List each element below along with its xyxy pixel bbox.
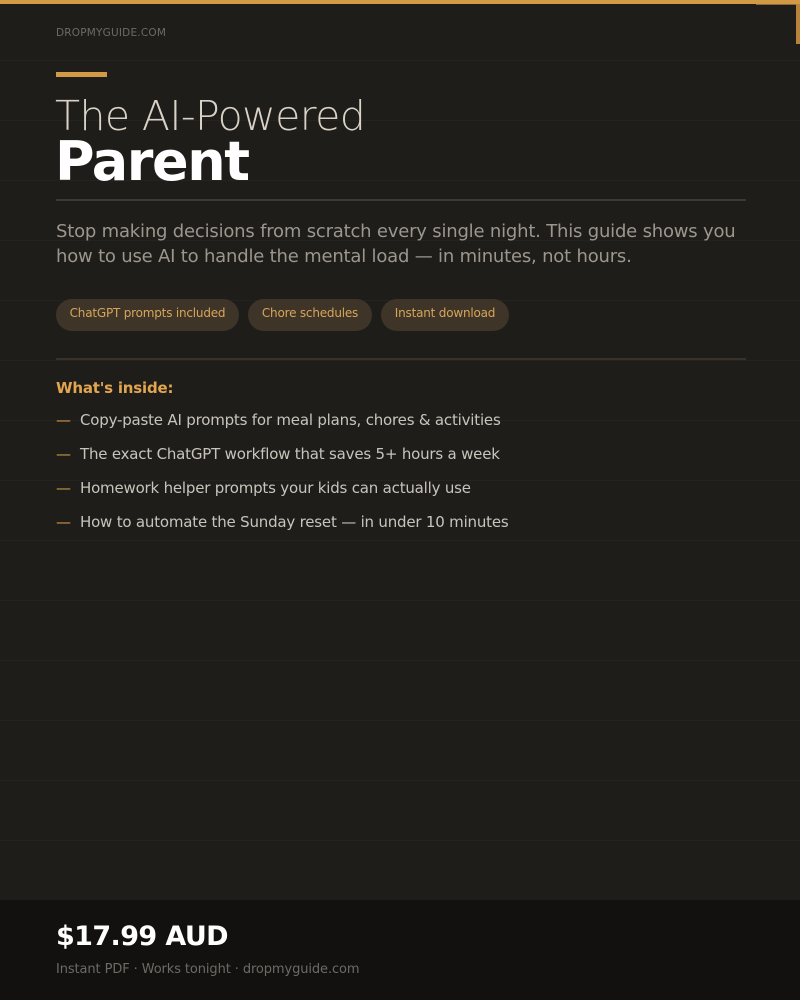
dash-bullet-icon: — <box>56 411 71 429</box>
price: $17.99 AUD <box>56 921 228 952</box>
title-line-2: Parent <box>55 130 249 193</box>
title-divider <box>56 199 746 201</box>
feature-text: The exact ChatGPT workflow that saves 5+ hours a week <box>80 445 500 463</box>
dash-bullet-icon: — <box>56 513 71 531</box>
whats-inside-heading: What's inside: <box>56 379 174 397</box>
feature-text: Homework helper prompts your kids can actually use <box>80 479 471 497</box>
section-divider <box>56 358 746 360</box>
feature-text: How to automate the Sunday reset — in under 10 minutes <box>80 513 509 531</box>
tag-instant-download: Instant download <box>381 299 509 331</box>
title-line-1: The AI-Powered <box>55 92 366 140</box>
site-name: DROPMYGUIDE.COM <box>56 27 167 39</box>
tag-chatgpt-prompts: ChatGPT prompts included <box>56 299 239 331</box>
footer-note: Instant PDF · Works tonight · dropmyguide.com <box>56 962 360 977</box>
tag-chore-schedules: Chore schedules <box>248 299 372 331</box>
dash-bullet-icon: — <box>56 479 71 497</box>
corner-accent-line <box>756 4 796 5</box>
top-accent-bar <box>0 0 800 4</box>
subtitle: Stop making decisions from scratch every single night. This guide shows you how to use AI to handle the mental load — in minutes, not hours. <box>56 221 736 267</box>
title-accent-dash <box>56 72 107 77</box>
feature-text: Copy-paste AI prompts for meal plans, chores & activities <box>80 411 501 429</box>
dash-bullet-icon: — <box>56 445 71 463</box>
corner-accent-tab <box>796 4 800 44</box>
